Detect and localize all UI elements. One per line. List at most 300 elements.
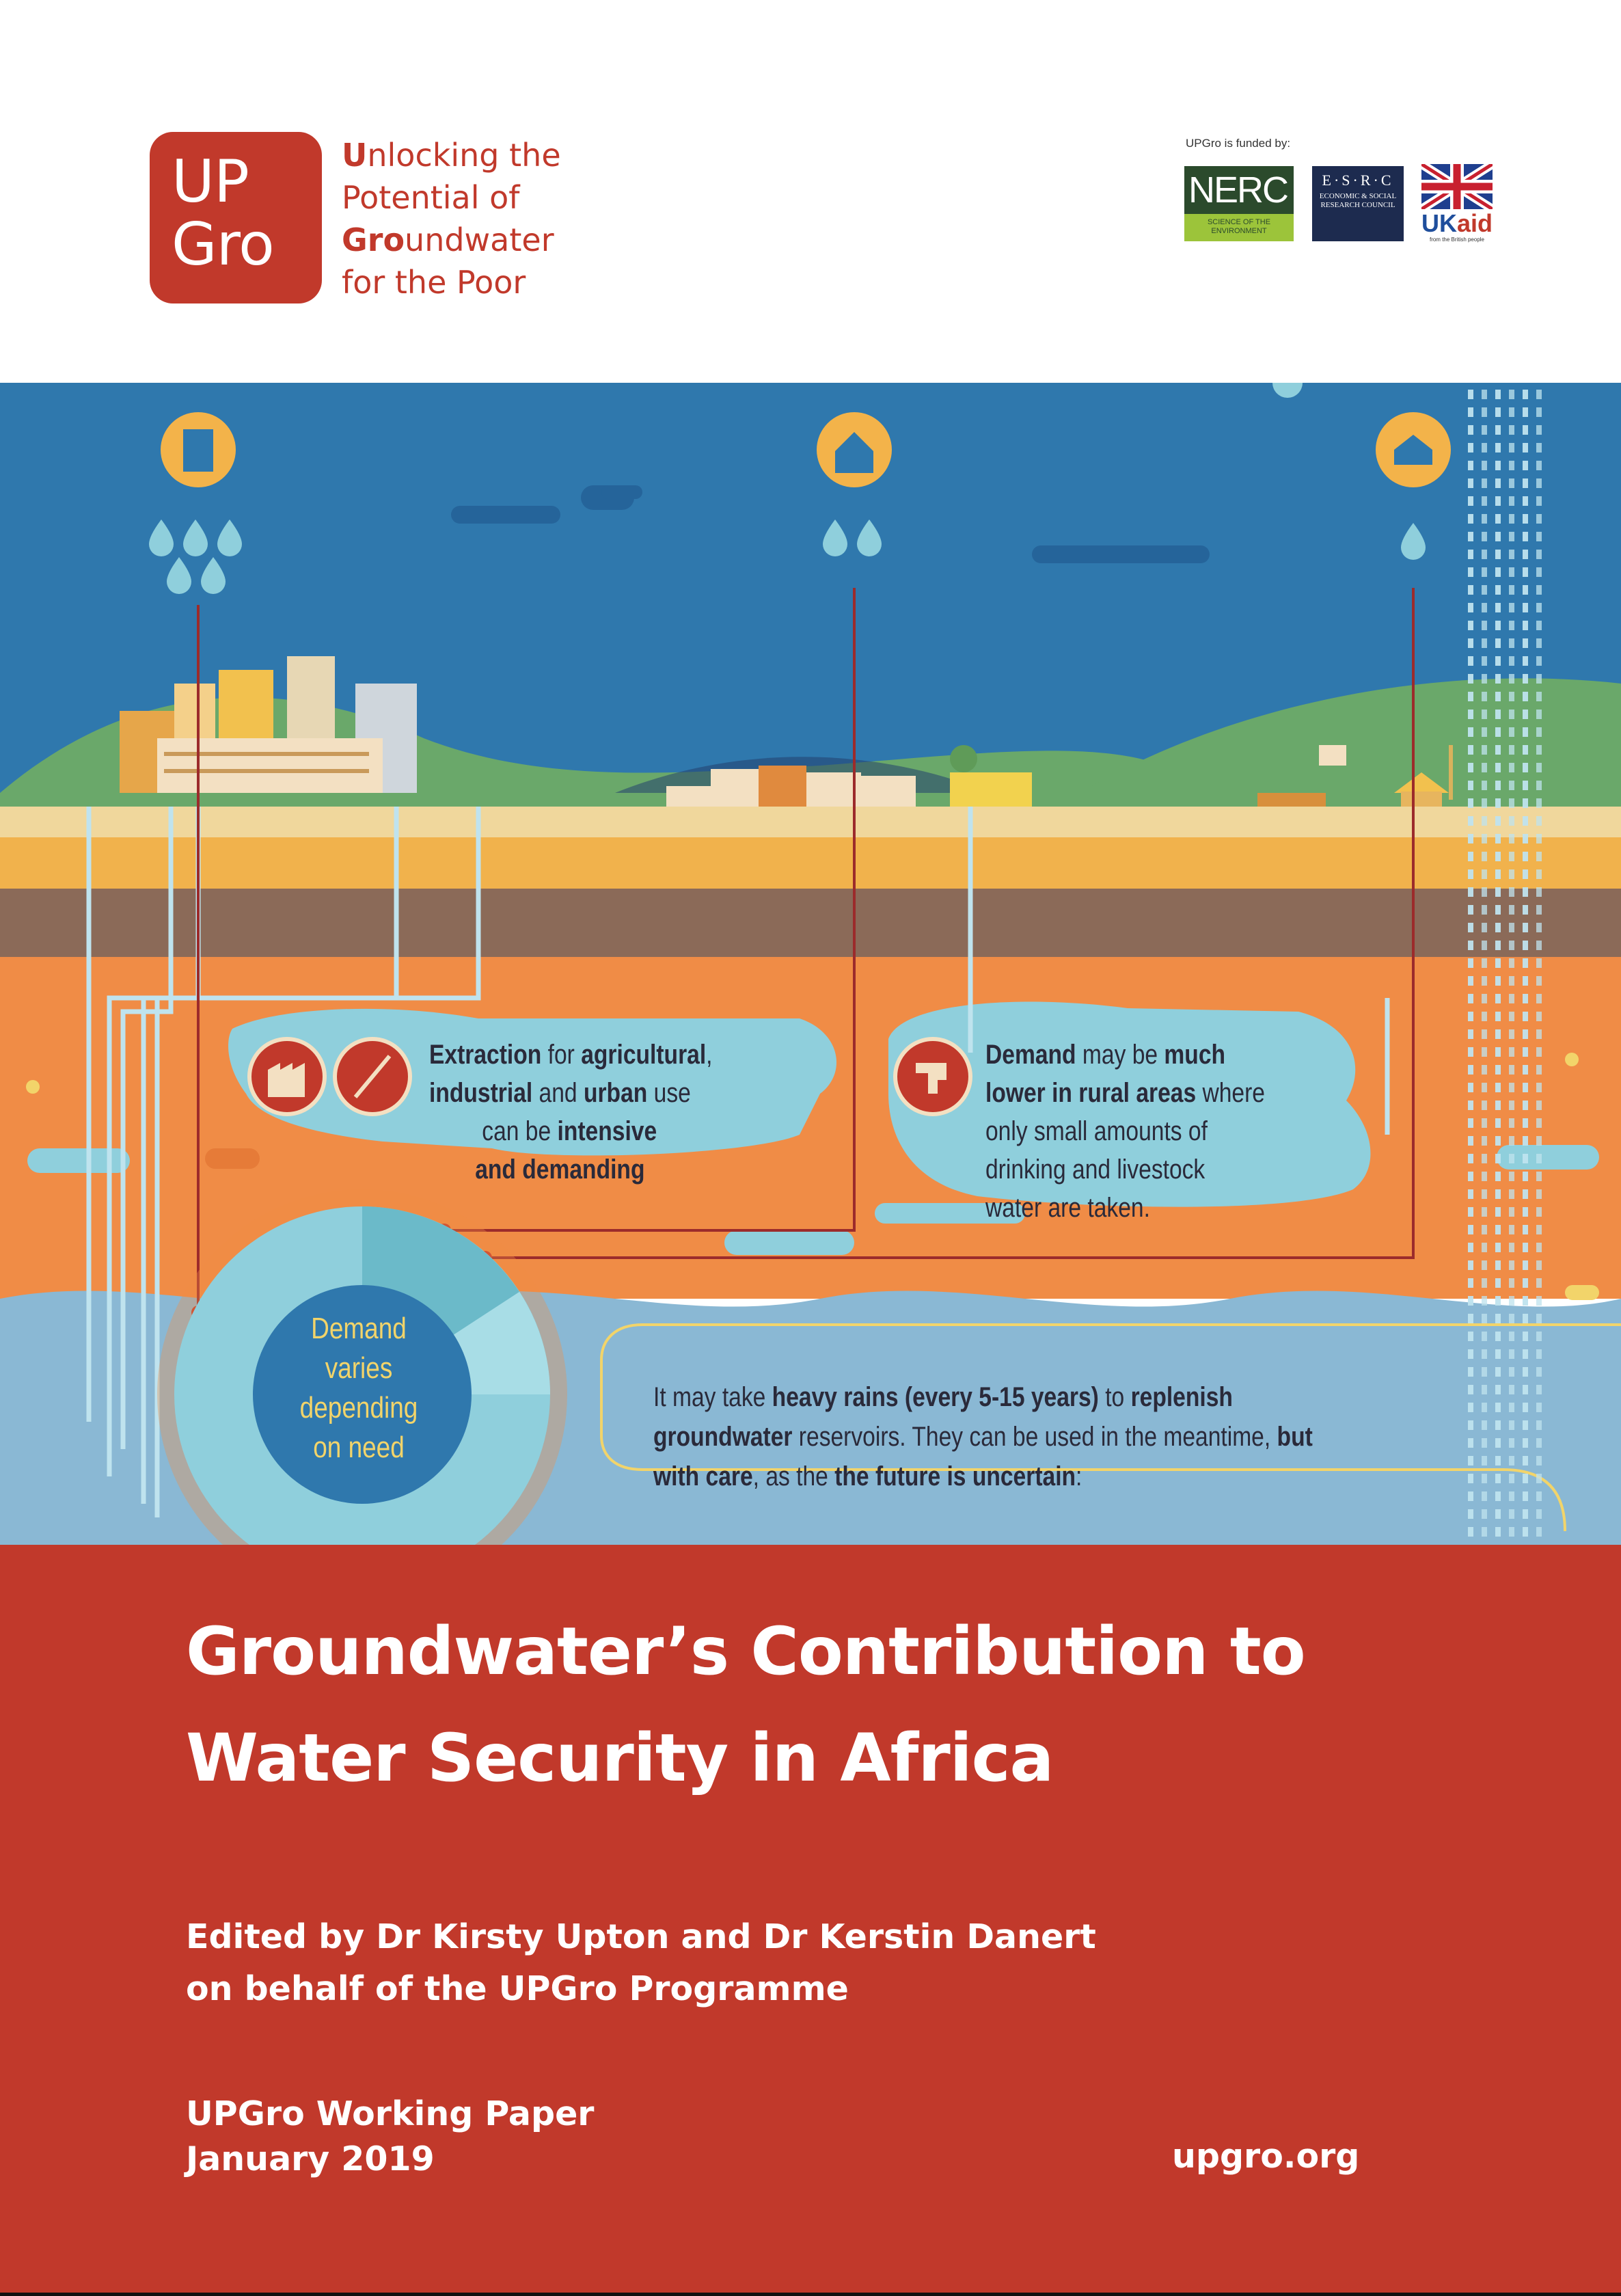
- rural-l5: water are taken.: [985, 1193, 1150, 1223]
- nerc-logo: [1184, 166, 1294, 241]
- rural-b3: lower in rural areas: [985, 1078, 1197, 1108]
- rain-dot: [1536, 727, 1542, 737]
- rain-dot: [1495, 994, 1501, 1003]
- rain-dot: [1523, 1332, 1528, 1341]
- rain-dot: [1523, 1278, 1528, 1288]
- rain-dot: [1495, 656, 1501, 666]
- rural-b1: Demand: [985, 1040, 1076, 1070]
- rain-dot: [1482, 1296, 1487, 1306]
- rain-dot: [1468, 1296, 1473, 1306]
- rain-dot: [1482, 425, 1487, 435]
- sand-layer: [0, 837, 1621, 889]
- rain-dot: [1509, 1491, 1514, 1501]
- rain-dot: [1536, 1189, 1542, 1199]
- rain-dot: [1482, 869, 1487, 879]
- rain-dot: [1523, 834, 1528, 843]
- rain-dot: [1482, 763, 1487, 772]
- rain-dot: [1536, 923, 1542, 932]
- rain-dot: [1482, 1314, 1487, 1323]
- rain-dot: [1468, 585, 1473, 595]
- rain-dot: [1468, 478, 1473, 488]
- rain-dot: [1523, 1100, 1528, 1110]
- rain-dot: [1495, 852, 1501, 861]
- rain-dot: [1523, 638, 1528, 648]
- rain-dot: [1482, 1100, 1487, 1110]
- rain-dot: [1468, 1527, 1473, 1537]
- rain-dot: [1482, 710, 1487, 719]
- rain-dot: [1536, 621, 1542, 630]
- rain-dot: [1468, 1403, 1473, 1412]
- rain-dot: [1523, 1118, 1528, 1128]
- rain-dot: [1495, 1207, 1501, 1217]
- rain-dot: [1495, 1065, 1501, 1075]
- rain-dot: [1495, 496, 1501, 506]
- rain-dot: [1536, 1172, 1542, 1181]
- rain-dot: [1536, 745, 1542, 755]
- rain-dot: [1468, 496, 1473, 506]
- rain-dot: [1509, 603, 1514, 612]
- rain-dot: [1482, 478, 1487, 488]
- rain-dot: [1495, 941, 1501, 950]
- rain-dot: [1468, 1314, 1473, 1323]
- rural-l4: drinking and livestock: [985, 1154, 1205, 1185]
- rain-dot: [1509, 425, 1514, 435]
- rain-dot: [1509, 1083, 1514, 1092]
- rain-dot: [1495, 1349, 1501, 1359]
- rain-dot: [1495, 1491, 1501, 1501]
- tagline-gro: Gro: [342, 221, 405, 258]
- rain-dot: [1536, 958, 1542, 968]
- rain-dot: [1468, 1456, 1473, 1466]
- rain-dot: [1523, 692, 1528, 701]
- rain-dot: [1468, 1349, 1473, 1359]
- rain-dot: [1523, 1509, 1528, 1519]
- rain-dot: [1495, 532, 1501, 541]
- tagline-line2: Potential of: [342, 179, 520, 216]
- rain-dot: [1536, 656, 1542, 666]
- rain-dot: [1523, 674, 1528, 684]
- union-flag-icon: [1421, 164, 1493, 209]
- rain-dot: [1509, 1278, 1514, 1288]
- rain-dot: [1482, 727, 1487, 737]
- rain-dot: [1536, 834, 1542, 843]
- rain-dot: [1509, 1509, 1514, 1519]
- title-line2: Water Security in Africa: [186, 1720, 1054, 1796]
- rain-dot: [1523, 727, 1528, 737]
- rain-dot: [1482, 603, 1487, 612]
- rain-dot: [1536, 1385, 1542, 1394]
- rain-dot: [1509, 1367, 1514, 1377]
- rain-dot: [1482, 1083, 1487, 1092]
- rain-dot: [1468, 461, 1473, 470]
- rain-dot: [1482, 656, 1487, 666]
- rain-dot: [1523, 1420, 1528, 1430]
- groundwater-infographic: [0, 383, 1621, 1545]
- cloud: [601, 485, 642, 499]
- rain-dot: [1523, 1243, 1528, 1252]
- rain-dot: [1509, 1403, 1514, 1412]
- rain-dot: [1509, 852, 1514, 861]
- rain-dot: [1468, 656, 1473, 666]
- rain-dot: [1495, 407, 1501, 417]
- rain-dot: [1468, 1491, 1473, 1501]
- rain-dot: [1482, 621, 1487, 630]
- rain-dot: [1509, 1385, 1514, 1394]
- rain-dot: [1523, 1260, 1528, 1270]
- rain-dot: [1482, 923, 1487, 932]
- rain-dot: [1523, 905, 1528, 915]
- rain-dot: [1482, 745, 1487, 755]
- rain-dot: [1536, 478, 1542, 488]
- rain-dot: [1523, 1207, 1528, 1217]
- rain-dot: [1468, 1029, 1473, 1039]
- rain-dot: [1536, 1065, 1542, 1075]
- rain-dot: [1509, 638, 1514, 648]
- rain-dot: [1468, 674, 1473, 684]
- rain-dot: [1468, 1278, 1473, 1288]
- rain-dot: [1523, 585, 1528, 595]
- publication-info: [186, 2092, 594, 2182]
- rain-dot: [1482, 1136, 1487, 1146]
- page-bottom-border: [0, 2293, 1621, 2296]
- cover-title-panel: [0, 1545, 1621, 2296]
- rain-dot: [1468, 852, 1473, 861]
- esrc-sub: ECONOMIC & SOCIAL RESEARCH COUNCIL: [1319, 192, 1397, 209]
- rain-dot: [1495, 514, 1501, 524]
- rain-dot: [1509, 710, 1514, 719]
- rain-dot: [1468, 976, 1473, 986]
- tagline-line4: for the Poor: [342, 264, 526, 301]
- rain-dot: [1536, 1029, 1542, 1039]
- rain-dot: [1482, 958, 1487, 968]
- rain-dot: [1523, 852, 1528, 861]
- rural-b2: much: [1164, 1040, 1226, 1070]
- rain-dot: [1482, 1491, 1487, 1501]
- rain-dot: [1536, 1420, 1542, 1430]
- rain-dot: [1523, 1154, 1528, 1163]
- rain-dot: [1509, 763, 1514, 772]
- rain-dot: [1495, 887, 1501, 897]
- rain-dot: [1509, 550, 1514, 559]
- rain-dot: [1482, 816, 1487, 826]
- rain-dot: [1495, 1172, 1501, 1181]
- rain-dot: [1482, 567, 1487, 577]
- rain-dot: [1495, 1474, 1501, 1483]
- rain-dot: [1523, 816, 1528, 826]
- rain-dot: [1468, 390, 1473, 399]
- rain-dot: [1523, 1012, 1528, 1021]
- rain-dot: [1536, 1332, 1542, 1341]
- rains-b1: heavy rains (every 5-15 years): [772, 1382, 1099, 1412]
- rain-dot: [1495, 1527, 1501, 1537]
- rain-dot: [1523, 1385, 1528, 1394]
- rain-dot: [1495, 1029, 1501, 1039]
- rain-dot: [1468, 887, 1473, 897]
- rain-dot: [1523, 1083, 1528, 1092]
- topsoil: [0, 807, 1621, 837]
- rain-dot: [1482, 1029, 1487, 1039]
- rain-dot: [1509, 1438, 1514, 1448]
- rain-dot: [1495, 585, 1501, 595]
- rain-dot: [1495, 550, 1501, 559]
- rain-dot: [1482, 1278, 1487, 1288]
- rain-dot: [1523, 763, 1528, 772]
- rain-dot: [1523, 390, 1528, 399]
- rain-dot: [1536, 532, 1542, 541]
- rain-dot: [1468, 532, 1473, 541]
- rain-dot: [1468, 958, 1473, 968]
- rain-dot: [1536, 1118, 1542, 1128]
- rain-dot: [1495, 443, 1501, 453]
- rain-dot: [1468, 638, 1473, 648]
- rain-dot: [1523, 1065, 1528, 1075]
- city-building-glyph: [183, 429, 213, 472]
- rain-dot: [1468, 603, 1473, 612]
- rain-dot: [1523, 1438, 1528, 1448]
- rain-dot: [1468, 407, 1473, 417]
- ukaid-label: [1421, 209, 1493, 238]
- rain-dot: [1482, 1527, 1487, 1537]
- rain-dot: [1509, 1260, 1514, 1270]
- rain-dot: [1495, 1367, 1501, 1377]
- rain-dot: [1536, 390, 1542, 399]
- need-line1: Demand: [311, 1312, 407, 1345]
- rain-dot: [1509, 621, 1514, 630]
- rain-dot: [1495, 1189, 1501, 1199]
- rain-dot: [1523, 1314, 1528, 1323]
- rain-dot: [1482, 443, 1487, 453]
- rain-dot: [1468, 1047, 1473, 1057]
- rain-dot: [1509, 585, 1514, 595]
- rain-dot: [1495, 1100, 1501, 1110]
- esrc-logo: [1312, 166, 1404, 241]
- tagline-line1: nlocking the: [367, 137, 561, 174]
- page-title: [186, 1598, 1305, 1811]
- rain-dot: [1536, 941, 1542, 950]
- rain-dot: [1523, 532, 1528, 541]
- rain-dot: [1536, 425, 1542, 435]
- extraction-b5: intensive: [557, 1116, 657, 1146]
- soil-dot: [26, 1080, 40, 1094]
- rain-dot: [1536, 1403, 1542, 1412]
- rain-dot: [1468, 567, 1473, 577]
- rain-dot: [1468, 994, 1473, 1003]
- logo-line1: UP: [172, 148, 249, 216]
- rain-dot: [1482, 1349, 1487, 1359]
- rain-dot: [1536, 443, 1542, 453]
- rain-dot: [1468, 425, 1473, 435]
- rain-dot: [1495, 567, 1501, 577]
- website-link[interactable]: upgro.org: [1172, 2137, 1360, 2176]
- rains-b6: the future is uncertain: [834, 1461, 1076, 1491]
- rain-dot: [1536, 674, 1542, 684]
- rain-dot: [1468, 781, 1473, 790]
- rain-dot: [1523, 941, 1528, 950]
- rain-dot: [1495, 1154, 1501, 1163]
- rain-dot: [1482, 1385, 1487, 1394]
- rain-dot: [1509, 1154, 1514, 1163]
- rains-t2: to: [1098, 1382, 1131, 1412]
- rain-dot: [1509, 727, 1514, 737]
- clay-layer: [0, 889, 1621, 957]
- rain-dot: [1523, 656, 1528, 666]
- rain-dot: [1482, 1172, 1487, 1181]
- rain-dot: [1509, 1100, 1514, 1110]
- rain-dot: [1523, 1296, 1528, 1306]
- rain-dot: [1468, 1154, 1473, 1163]
- logo-tagline: [342, 134, 561, 303]
- rain-dot: [1536, 550, 1542, 559]
- rural-l3: only small amounts of: [985, 1116, 1208, 1146]
- rain-dot: [1536, 816, 1542, 826]
- cloud: [451, 506, 560, 524]
- rain-dot: [1482, 976, 1487, 986]
- rural-t1: may be: [1076, 1040, 1164, 1070]
- rain-dot: [1495, 638, 1501, 648]
- rain-dot: [1468, 1012, 1473, 1021]
- nerc-sub: SCIENCE OF THE ENVIRONMENT: [1184, 214, 1294, 241]
- extraction-t3: and: [532, 1078, 584, 1108]
- rain-dot: [1495, 869, 1501, 879]
- rain-dot: [1536, 1136, 1542, 1146]
- rain-dot: [1523, 567, 1528, 577]
- rain-dot: [1523, 869, 1528, 879]
- rain-dot: [1482, 1047, 1487, 1057]
- rains-b4: but: [1277, 1422, 1313, 1452]
- rain-dot: [1509, 834, 1514, 843]
- rain-dot: [1495, 958, 1501, 968]
- rural-t3: where: [1196, 1078, 1266, 1108]
- tagline-initial: U: [342, 137, 368, 174]
- logo-line2: Gro: [172, 211, 274, 279]
- rain-dot: [1509, 1527, 1514, 1537]
- rain-dot: [1509, 407, 1514, 417]
- rain-dot: [1495, 1136, 1501, 1146]
- rain-dot: [1509, 745, 1514, 755]
- rain-dot: [1523, 887, 1528, 897]
- rain-dot: [1509, 958, 1514, 968]
- upgro-logo: [150, 132, 322, 303]
- rain-dot: [1482, 390, 1487, 399]
- rains-b5: with care: [653, 1461, 753, 1491]
- rain-dot: [1536, 710, 1542, 719]
- rain-dot: [1509, 461, 1514, 470]
- rain-dot: [1523, 1349, 1528, 1359]
- need-line3: depending: [299, 1391, 418, 1424]
- rain-dot: [1523, 621, 1528, 630]
- rain-dot: [1509, 1349, 1514, 1359]
- rain-dot: [1495, 834, 1501, 843]
- rain-dot: [1495, 1438, 1501, 1448]
- funded-by-label: UPGro is funded by:: [1186, 137, 1291, 150]
- rain-dot: [1482, 1474, 1487, 1483]
- rain-dot: [1523, 407, 1528, 417]
- rain-dot: [1468, 727, 1473, 737]
- rain-dot: [1482, 1438, 1487, 1448]
- cloud: [1032, 545, 1210, 563]
- rain-dot: [1536, 461, 1542, 470]
- rain-dot: [1468, 1260, 1473, 1270]
- rain-dot: [1509, 781, 1514, 790]
- infographic-artwork: [0, 383, 1621, 1545]
- rain-dot: [1509, 941, 1514, 950]
- rain-dot: [1468, 941, 1473, 950]
- rain-dot: [1482, 1420, 1487, 1430]
- rain-dot: [1509, 1189, 1514, 1199]
- rain-dot: [1482, 674, 1487, 684]
- rain-dot: [1536, 994, 1542, 1003]
- editors-line2: on behalf of the UPGro Programme: [186, 1969, 849, 2008]
- rain-dot: [1468, 443, 1473, 453]
- rain-dot: [1468, 763, 1473, 772]
- rain-dot: [1523, 1491, 1528, 1501]
- rain-dot: [1468, 1474, 1473, 1483]
- rain-dot: [1482, 514, 1487, 524]
- rain-dot: [1536, 1491, 1542, 1501]
- editors-line1: Edited by Dr Kirsty Upton and Dr Kerstin Danert: [186, 1917, 1096, 1956]
- rains-b3: groundwater: [653, 1422, 793, 1452]
- rain-dot: [1482, 905, 1487, 915]
- rain-dot: [1536, 1278, 1542, 1288]
- rain-dot: [1482, 1118, 1487, 1128]
- rain-dot: [1509, 390, 1514, 399]
- rain-dot: [1468, 692, 1473, 701]
- rain-dot: [1482, 1189, 1487, 1199]
- rain-dot: [1536, 1438, 1542, 1448]
- rain-dot: [1468, 1385, 1473, 1394]
- rains-t6: :: [1076, 1461, 1082, 1491]
- rain-dot: [1536, 1243, 1542, 1252]
- need-line4: on need: [313, 1431, 405, 1464]
- rain-dot: [1509, 1225, 1514, 1234]
- rain-dot: [1482, 1012, 1487, 1021]
- rain-dot: [1536, 1349, 1542, 1359]
- rain-dot: [1468, 1083, 1473, 1092]
- rain-dot: [1509, 1296, 1514, 1306]
- rain-dot: [1468, 710, 1473, 719]
- rain-dot: [1536, 869, 1542, 879]
- rain-dot: [1482, 1260, 1487, 1270]
- water-pocket: [27, 1148, 130, 1173]
- extraction-b1: Extraction: [429, 1040, 542, 1070]
- rain-dot: [1482, 1403, 1487, 1412]
- rain-dot: [1536, 1314, 1542, 1323]
- rain-dot: [1509, 443, 1514, 453]
- rain-dot: [1523, 923, 1528, 932]
- rain-dot: [1468, 834, 1473, 843]
- rain-dot: [1482, 638, 1487, 648]
- rain-dot: [1509, 514, 1514, 524]
- rain-dot: [1536, 1367, 1542, 1377]
- rain-dot: [1495, 1456, 1501, 1466]
- rain-dot: [1468, 1100, 1473, 1110]
- rain-dot: [1468, 621, 1473, 630]
- rain-dot: [1523, 550, 1528, 559]
- rain-dot: [1536, 1456, 1542, 1466]
- rain-dot: [1523, 514, 1528, 524]
- extraction-t4: use: [647, 1078, 691, 1108]
- rain-dot: [1523, 798, 1528, 808]
- rain-dot: [1509, 1029, 1514, 1039]
- rain-dot: [1509, 798, 1514, 808]
- rain-dot: [1495, 1260, 1501, 1270]
- rain-dot: [1536, 1083, 1542, 1092]
- rain-dot: [1523, 461, 1528, 470]
- rain-dot: [1495, 798, 1501, 808]
- rain-dot: [1536, 1012, 1542, 1021]
- rain-dot: [1523, 781, 1528, 790]
- rain-dot: [1536, 496, 1542, 506]
